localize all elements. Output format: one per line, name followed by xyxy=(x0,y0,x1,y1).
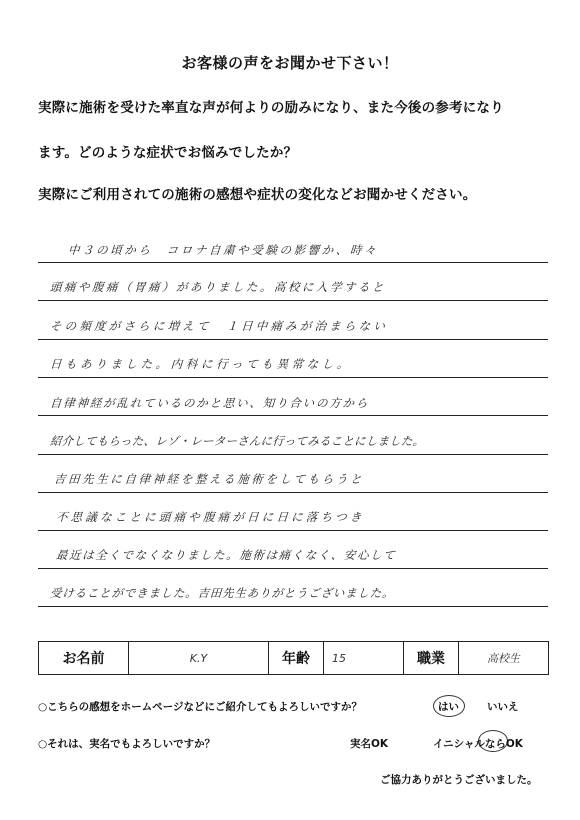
customer-info-table xyxy=(38,641,549,675)
ruled-line xyxy=(38,454,548,455)
consent-yes-option[interactable]: はい xyxy=(438,701,459,713)
initial-ok-option[interactable]: イニシャルならOK xyxy=(433,738,523,750)
form-title: お客様の声をお聞かせ下さい！ xyxy=(181,54,399,72)
testimony-line: 日もありました。内科に行っても異常なし。 xyxy=(49,357,353,371)
ruled-line xyxy=(38,415,548,416)
testimony-line: 中３の頃から コロナ自粛や受験の影響か、時々 xyxy=(67,243,379,257)
occupation-field[interactable]: 高校生 xyxy=(459,642,549,675)
ruled-line xyxy=(38,530,548,531)
occupation-label: 職業 xyxy=(404,642,459,675)
age-field[interactable]: 15 xyxy=(324,642,404,675)
name-label: お名前 xyxy=(39,642,129,675)
consent-no-option[interactable]: いいえ xyxy=(487,701,519,713)
consent-question-homepage: ○こちらの感想をホームページなどにご紹介してもよろしいですか？ xyxy=(38,701,362,713)
ruled-line xyxy=(38,377,548,378)
testimony-line: 自律神経が乱れているのかと思い、知り合いの方から xyxy=(49,396,370,410)
intro-line-3: 実際にご利用されての施術の感想や症状の変化などお聞かせください。 xyxy=(38,187,477,203)
ruled-line xyxy=(38,606,548,607)
testimony-line: 不思議なことに頭痛や腹痛が日に日に落ちつき xyxy=(55,510,366,524)
testimony-line: 最近は全くでなくなりました。施術は痛くなく、安心して xyxy=(55,548,397,562)
consent-question-real-name: ○それは、実名でもよろしいですか？ xyxy=(38,738,216,750)
name-field[interactable]: K.Y xyxy=(129,642,269,675)
ruled-line xyxy=(38,568,548,569)
ruled-line xyxy=(38,300,548,301)
testimony-line: 受けることができました。吉田先生ありがとうございました。 xyxy=(49,586,395,600)
testimony-line: 頭痛や腹痛（胃痛）がありました。高校に入学すると xyxy=(49,280,387,294)
testimony-line: その頻度がさらに増えて １日中痛みが治まらない xyxy=(49,319,389,333)
ruled-line xyxy=(38,492,548,493)
testimony-line: 吉田先生に自律神経を整える施術をしてもらうと xyxy=(53,472,365,486)
intro-line-1: 実際に施術を受けた率直な声が何よりの励みになり、また今後の参考になり xyxy=(38,100,504,116)
age-label: 年齢 xyxy=(269,642,324,675)
thanks-message: ご協力ありがとうございました。 xyxy=(380,774,538,786)
intro-line-2: ます。どのような症状でお悩みでしたか？ xyxy=(38,145,298,161)
testimony-line: 紹介してもらった、レゾ・レーターさんに行ってみることにしました。 xyxy=(49,434,425,448)
real-name-ok-option[interactable]: 実名OK xyxy=(350,738,389,750)
ruled-line xyxy=(38,262,548,263)
ruled-line xyxy=(38,339,548,340)
